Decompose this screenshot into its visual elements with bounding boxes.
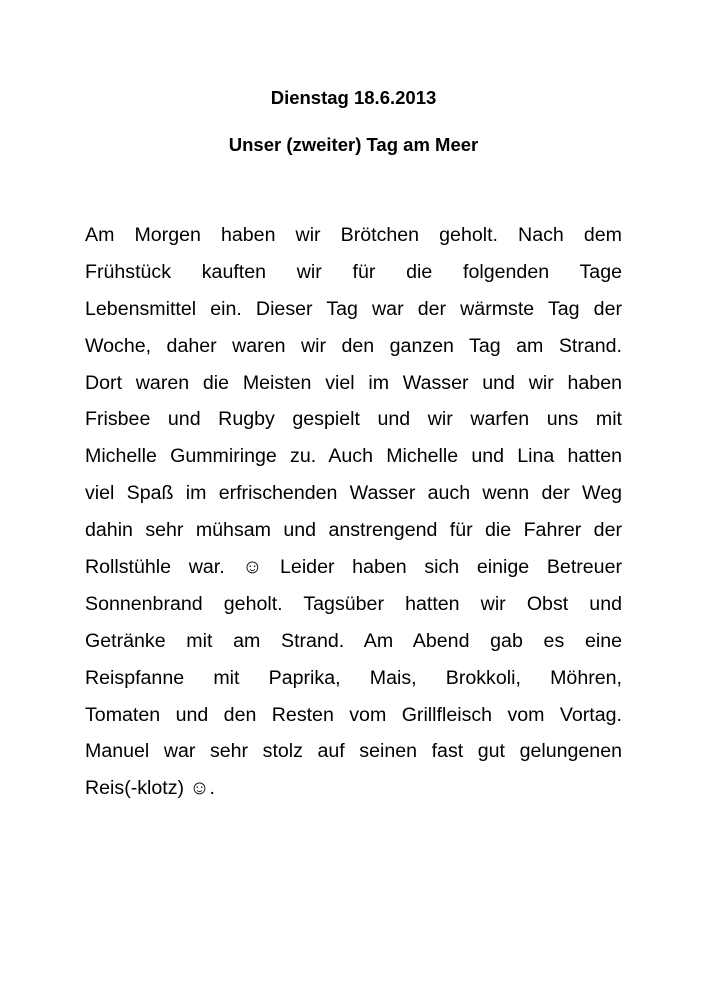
body-line: Am Morgen haben wir Brötchen geholt. Nach dem <box>85 224 622 246</box>
body-line: Getränke mit am Strand. Am Abend gab es eine <box>85 629 622 652</box>
body-line: Frühstück kauften wir für die folgenden Tage <box>85 260 622 283</box>
document-date: Dienstag 18.6.2013 <box>270 87 437 108</box>
document-title: Unser (zweiter) Tag am Meer <box>228 134 479 155</box>
body-line: Woche, daher waren wir den ganzen Tag am Strand. <box>85 334 622 357</box>
body-line: viel Spaß im erfrischenden Wasser auch wenn der Weg <box>85 482 622 505</box>
body-line: Reis(-klotz) ☺. <box>85 777 215 800</box>
body-line: dahin sehr mühsam und anstrengend für die Fahrer der <box>85 519 622 542</box>
body-line: Reispfanne mit Paprika, Mais, Brokkoli, Möhren, <box>85 666 622 689</box>
body-line: Michelle Gummiringe zu. Auch Michelle und Lina hatten <box>85 445 622 468</box>
document-body <box>85 217 622 807</box>
body-line: Dort waren die Meisten viel im Wasser und wir haben <box>85 371 622 394</box>
body-line: Frisbee und Rugby gespielt und wir warfen uns mit <box>85 408 622 431</box>
body-line: Sonnenbrand geholt. Tagsüber hatten wir Obst und <box>85 592 622 615</box>
body-line: Lebensmittel ein. Dieser Tag war der wärmste Tag der <box>85 297 622 320</box>
body-line: Rollstühle war. ☺ Leider haben sich einige Betreuer <box>85 556 622 579</box>
body-line: Tomaten und den Resten vom Grillfleisch vom Vortag. <box>85 703 622 726</box>
body-line: Manuel war sehr stolz auf seinen fast gut gelungenen <box>85 740 622 763</box>
